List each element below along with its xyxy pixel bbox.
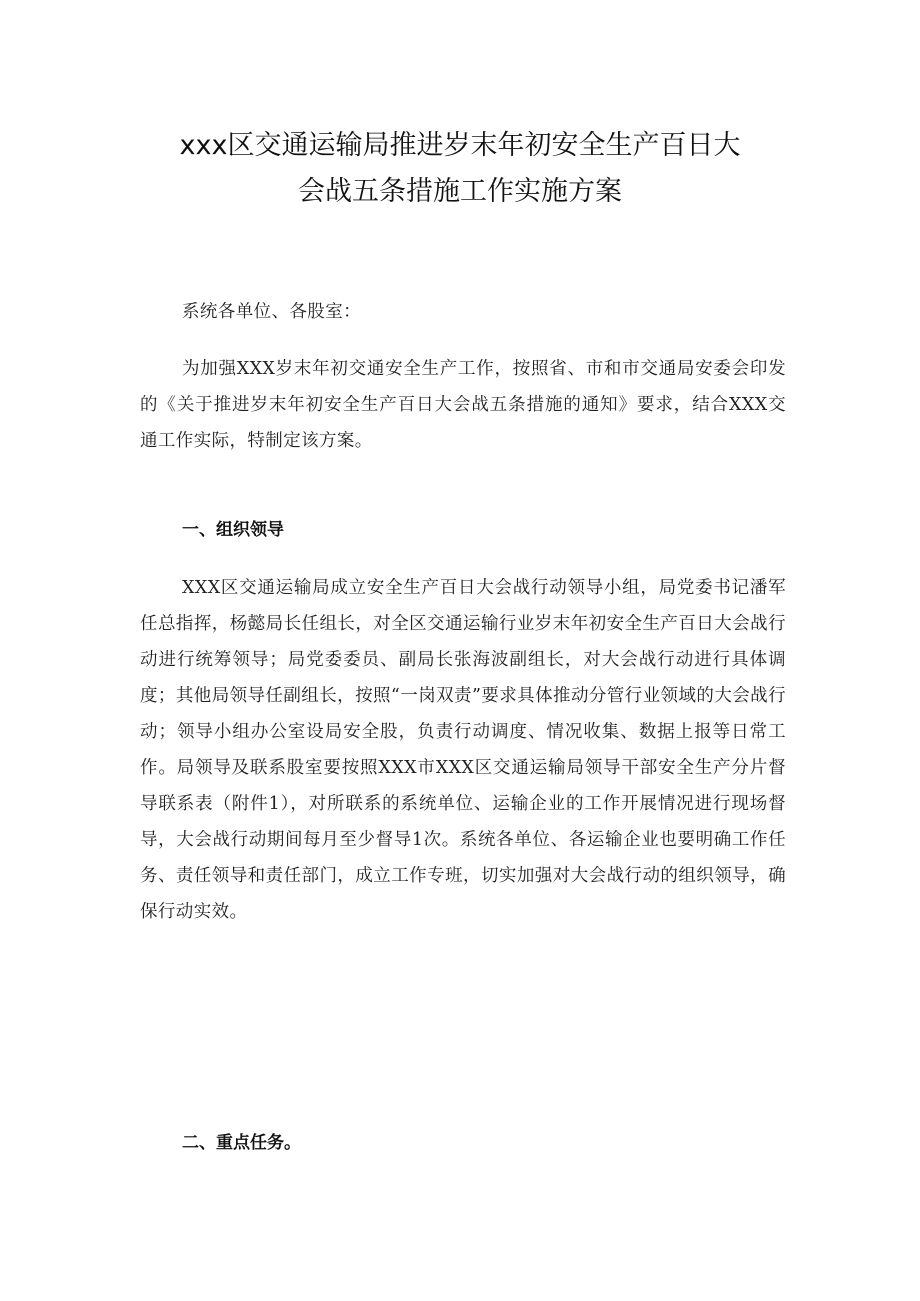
section-heading-key-tasks: 二、重点任务。 [182, 1133, 301, 1153]
document-title-line-2: 会战五条措施工作实施方案 [298, 176, 622, 207]
document-title-line-1: xxx区交通运输局推进岁末年初安全生产百日大 [179, 130, 741, 161]
section-heading-organization: 一、组织领导 [182, 520, 284, 540]
section-body-organization: XXX区交通运输局成立安全生产百日大会战行动领导小组，局党委书记潘军任总指挥，杨懿局长任组长，对全区交通运输行业岁末年初安全生产百日大会战行动进行统筹领导；局党委委员、副局长张海波副组长，对大会战行动进行具体调度；其他局领导任副组长，按照“一岗双责”要求具体推动分管行业领域的大会战行动；领导小组办公室设局安全股，负责行动调度、情况收集、数据上报等日常工作。局领导及联系股室要按照XXX市XXX区交通运输局领导干部安全生产分片督导联系表（附件1），对所联系的系统单位、运输企业的工作开展情况进行现场督导，大会战行动期间每月至少督导1次。系统各单位、各运输企业也要明确工作任务、责任领导和责任部门，成立工作专班，切实加强对大会战行动的组织领导，确保行动实效。 [140, 578, 786, 922]
intro-paragraph: 为加强XXX岁末年初交通安全生产工作，按照省、市和市交通局安委会印发的《关于推进岁末年初安全生产百日大会战五条措施的通知》要求，结合XXX交通工作实际，特制定该方案。 [140, 359, 786, 451]
salutation: 系统各单位、各股室： [182, 302, 361, 322]
